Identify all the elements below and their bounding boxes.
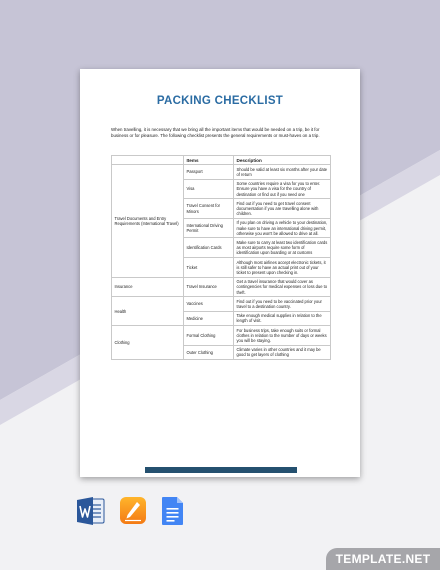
item-cell: Travel Consent for Minors [184,199,234,219]
description-cell: Find out if you need to be vaccinated prior your travel to a destination country. [234,297,331,311]
description-cell: Get a travel insurance that would cover as contingencies for medical expenses or loss due to theft. [234,277,331,297]
description-cell: Climate varies in other countries and it may be good to get layers of clothing [234,345,331,359]
checklist-table [111,155,331,360]
item-cell: Ticket [184,258,234,278]
description-cell: Take enough medical supplies in relation to the length of visit. [234,311,331,325]
header-items: Items [184,156,234,165]
table-header-row [112,156,331,165]
header-blank [112,156,184,165]
header-description: Description [234,156,331,165]
description-cell: If you plan on driving a vehicle to your destination, make sure to have an international driving permit, otherwise you won't be allowed to drive at all. [234,218,331,238]
description-cell: For business trips, take enough suits or formal clothes in relation to the number of days or weeks you will be staying. [234,326,331,346]
category-insurance: Insurance [112,277,184,297]
item-cell: Outer Clothing [184,345,234,359]
description-cell: Although most airlines accept electronic tickets, it is still safer to have an actual print out of your ticket to present upon checking in. [234,258,331,278]
item-cell: International Driving Permit [184,218,234,238]
category-health: Health [112,297,184,326]
document-page [80,69,360,477]
item-cell: Visa [184,179,234,199]
table-row [112,277,331,297]
description-cell: Make sure to carry at least two identification cards as most airports require some form of identification upon boarding or at customs [234,238,331,258]
table-row [112,326,331,346]
item-cell: Medicine [184,311,234,325]
footer-bar [145,467,297,473]
intro-paragraph: When travelling, it is necessary that we bring all the important items that would be needed on a trip, be it for business or for pleasure. The following checklist presents the general requirements or must-haves on a trip. [111,127,320,138]
word-icon[interactable] [77,496,105,526]
item-cell: Vaccines [184,297,234,311]
brand-badge[interactable]: TEMPLATE.NET [326,548,440,570]
item-cell: Travel Insurance [184,277,234,297]
table-row [112,165,331,179]
description-cell: Some countries require a visa for you to enter. Ensure you have a visa for the country of destination or find out if you need one [234,179,331,199]
google-docs-icon[interactable] [161,496,185,526]
category-clothing: Clothing [112,326,184,360]
table-row [112,297,331,311]
item-cell: Formal Clothing [184,326,234,346]
description-cell: Find out if you need to get travel consent documentation if you are travelling alone with children. [234,199,331,219]
category-travel-documents: Travel Documents and Entry Requirements (International Travel) [112,165,184,277]
document-title: PACKING CHECKLIST [156,95,284,107]
item-cell: Passport [184,165,234,179]
item-cell: Identification Cards [184,238,234,258]
pages-icon[interactable] [119,496,147,526]
description-cell: Should be valid at least six months after your date of return [234,165,331,179]
